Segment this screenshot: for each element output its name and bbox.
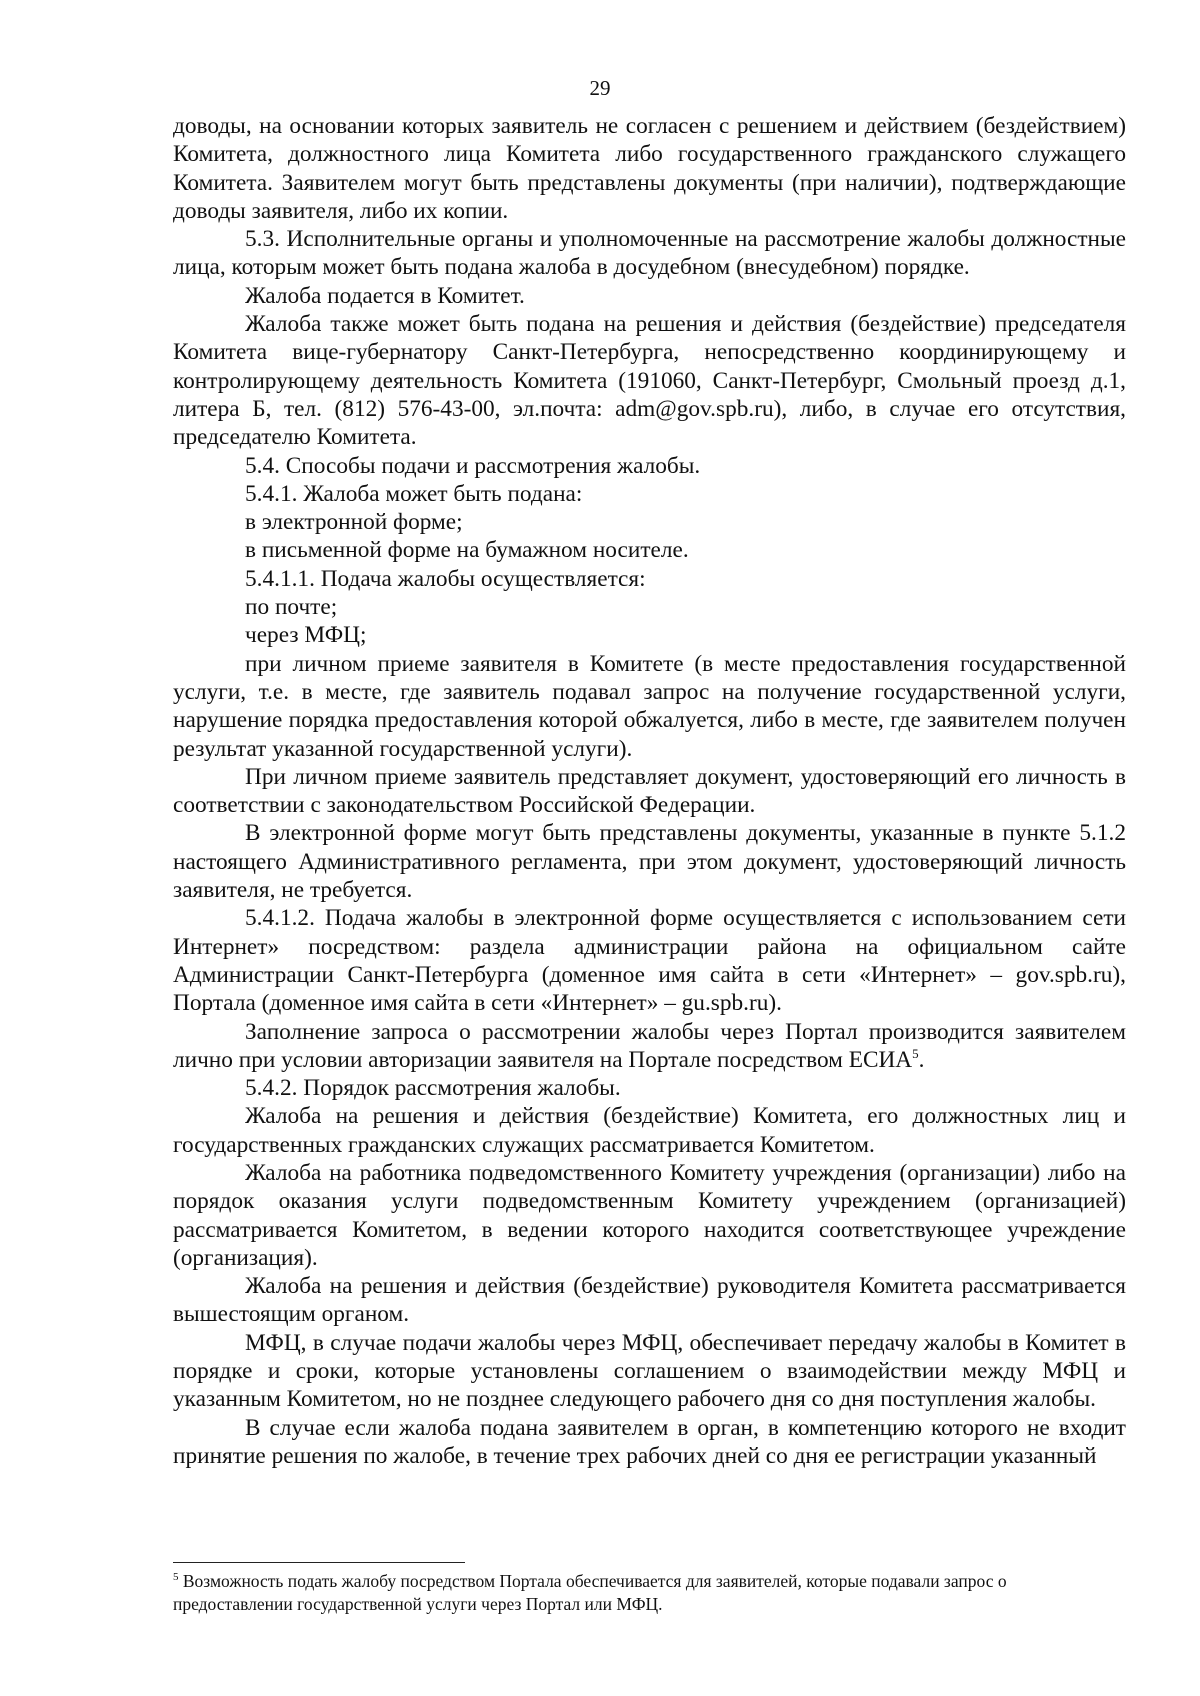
- paragraph: 5.4.1.2. Подача жалобы в электронной форме осуществляется с использованием сети Интернет» посредством: раздела администрации района на официальном сайте Администрации Санкт-Петербурга (доменное имя сайта в сети «Интернет» – gov.spb.ru), Портала (доменное имя сайта в сети «Интернет» – gu.spb.ru).: [173, 905, 1126, 1017]
- footnote: [173, 1570, 1126, 1616]
- paragraph: 5.3. Исполнительные органы и уполномоченные на рассмотрение жалобы должностные лица, которым может быть подана жалоба в досудебном (внесудебном) порядке.: [173, 226, 1126, 281]
- paragraph-text: Заполнение запроса о рассмотрении жалобы через Портал производится заявителем лично при условии авторизации заявителя на Портале посредством ЕСИА: [173, 1018, 1126, 1073]
- paragraph: Жалоба на работника подведомственного Комитету учреждения (организации) либо на порядок оказания услуги подведомственным Комитету учреждением (организацией) рассматривается Комитетом, в ведении которого находится соответствующее учреждение (организация).: [173, 1159, 1126, 1271]
- paragraph: Жалоба на решения и действия (бездействие) руководителя Комитета рассматривается вышестоящим органом.: [173, 1273, 1126, 1328]
- footnote-reference[interactable]: 5: [912, 1046, 919, 1062]
- paragraph: 5.4.1. Жалоба может быть подана:: [245, 480, 583, 507]
- paragraph: Жалоба подается в Комитет.: [245, 282, 525, 309]
- paragraph: через МФЦ;: [245, 622, 367, 649]
- paragraph: МФЦ, в случае подачи жалобы через МФЦ, обеспечивает передачу жалобы в Комитет в порядке и сроки, которые установлены соглашением о взаимодействии между МФЦ и указанным Комитетом, но не позднее следующего рабочего дня со дня поступления жалобы.: [173, 1329, 1126, 1413]
- footnote-divider: [173, 1562, 465, 1563]
- paragraph: При личном приеме заявитель представляет документ, удостоверяющий его личность в соответствии с законодательством Российской Федерации.: [173, 763, 1126, 819]
- footnote-text: Возможность подать жалобу посредством Портала обеспечивается для заявителей, которые подавали запрос о предоставлении государственной услуги через Портал или МФЦ.: [173, 1571, 1007, 1614]
- paragraph: при личном приеме заявителя в Комитете (в месте предоставления государственной услуги, т.е. в месте, где заявитель подавал запрос на получение государственной услуги, нарушение порядка предоставления которой обжалуется, либо в месте, где заявителем получен результат указанной государственной услуги).: [173, 650, 1126, 762]
- paragraph: Жалоба также может быть подана на решения и действия (бездействие) председателя Комитета вице-губернатору Санкт-Петербурга, непосредственно координирующему и контролирующему деятельность Комитета (191060, Санкт-Петербург, Смольный проезд д.1, литера Б, тел. (812) 576-43-00, эл.почта: adm@gov.spb.ru), либо, в случае его отсутствия, председателю Комитета.: [173, 311, 1126, 451]
- paragraph: в электронной форме;: [245, 509, 463, 536]
- paragraph: в письменной форме на бумажном носителе.: [245, 537, 689, 564]
- paragraph: 5.4. Способы подачи и рассмотрения жалобы.: [245, 452, 701, 479]
- paragraph: Жалоба на решения и действия (бездействие) Комитета, его должностных лиц и государственных гражданских служащих рассматривается Комитетом.: [173, 1103, 1126, 1158]
- paragraph: [173, 1018, 1126, 1075]
- paragraph: 5.4.1.1. Подача жалобы осуществляется:: [245, 565, 646, 592]
- paragraph: по почте;: [245, 594, 338, 621]
- paragraph: 5.4.2. Порядок рассмотрения жалобы.: [245, 1075, 621, 1102]
- footnote-text-block: [173, 1570, 1126, 1616]
- page-number: 29: [589, 76, 611, 100]
- paragraph-suffix: .: [918, 1046, 925, 1073]
- footnote-marker: 5: [173, 1571, 179, 1584]
- paragraph: В электронной форме могут быть представлены документы, указанные в пункте 5.1.2 настоящего Административного регламента, при этом документ, удостоверяющий личность заявителя, не требуется.: [173, 820, 1126, 904]
- paragraph: В случае если жалоба подана заявителем в орган, в компетенцию которого не входит принятие решения по жалобе, в течение трех рабочих дней со дня ее регистрации указанный: [173, 1414, 1126, 1469]
- document-body: [173, 112, 1126, 1470]
- paragraph: доводы, на основании которых заявитель не согласен с решением и действием (бездействием) Комитета, должностного лица Комитета либо государственного гражданского служащего Комитета. Заявителем могут быть представлены документы (при наличии), подтверждающие доводы заявителя, либо их копии.: [173, 113, 1126, 224]
